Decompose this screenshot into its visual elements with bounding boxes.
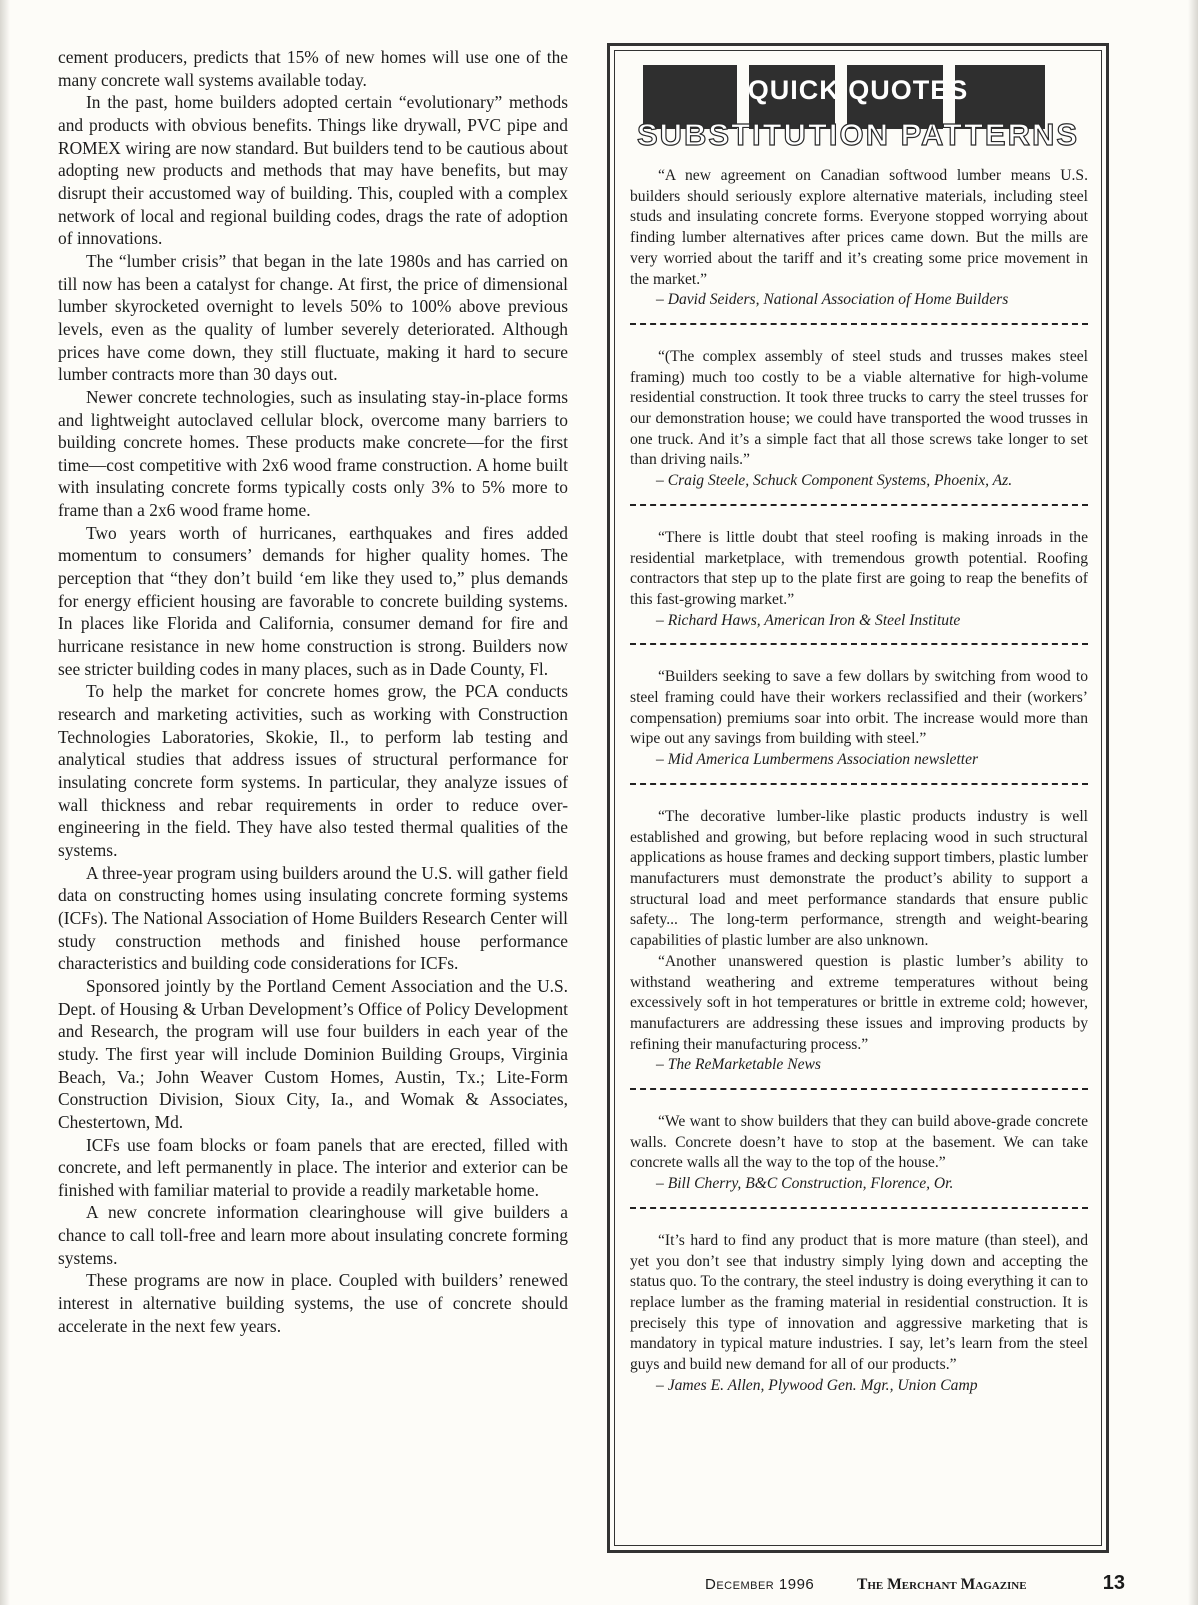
quote-text: “Another unanswered question is plastic lumber’s ability to withstand weathering and extreme temperatures without being excessively soft in hot temperatures or brittle in extreme cold; however, manufacturers are addressing these issues and improving products by refining their manufacturing process.” bbox=[630, 952, 1088, 1053]
quote-attribution: – David Seiders, National Association of Home Builders bbox=[656, 291, 1009, 309]
quote-attribution: – The ReMarketable News bbox=[656, 1056, 821, 1074]
quote-block bbox=[630, 807, 1088, 1076]
quote-block bbox=[630, 528, 1088, 632]
article-paragraph: A new concrete information clearinghouse will give builders a chance to call toll-free and learn more about insulating concrete forming systems. bbox=[58, 1202, 568, 1268]
quote-attribution: – James E. Allen, Plywood Gen. Mgr., Union Camp bbox=[656, 1376, 978, 1394]
dash-dot-divider bbox=[630, 323, 1088, 325]
issue-date: December 1996 bbox=[705, 1576, 815, 1593]
article-paragraph: To help the market for concrete homes grow, the PCA conducts research and marketing activities, such as working with Construction Technologies Laboratories, Skokie, Il., to perform lab testing and analytical studies that address issues of structural performance for insulating concrete form systems. In particular, they analyze issues of wall thickness and rebar requirements in order to reduce over-engineering in the field. They have also tested thermal qualities of the systems. bbox=[58, 681, 568, 860]
page-number: 13 bbox=[1102, 1572, 1125, 1594]
sidebar-title-substitution-patterns: SUBSTITUTION PATTERNS bbox=[636, 117, 1080, 152]
article-paragraph: Sponsored jointly by the Portland Cement Association and the U.S. Dept. of Housing & Urban Development’s Office of Policy Development and Research, the program will use four builders in each year of the study. The first year will include Dominion Building Groups, Virginia Beach, Va.; John Weaver Custom Homes, Austin, Tx.; Lite-Form Construction Division, Sioux City, Ia., and Womak & Associates, Chestertown, Md. bbox=[58, 975, 568, 1132]
quote-text: “It’s hard to find any product that is more mature (than steel), and yet you don’t see that industry simply lying down and accepting the status quo. To the contrary, the steel industry is doing everything it can to replace lumber as the framing material in residential construction. It is precisely this type of innovation and aggressive marketing that is mandatory in typical mature industries. I say, let’s learn from the steel guys and build new demand for all of our products.” bbox=[630, 1231, 1088, 1374]
article-paragraph: Newer concrete technologies, such as insulating stay-in-place forms and lightweight autoclaved cellular block, overcome many barriers to building concrete homes. These products make concrete—for the first time—cost competitive with 2x6 wood frame construction. A home built with insulating concrete forms typically costs only 3% to 5% more to frame than a 2x6 wood frame home. bbox=[58, 386, 568, 521]
quote-text: “There is little doubt that steel roofing is making inroads in the residential marketplace, with tremendous growth potential. Roofing contractors that step up to the plate first are going to reap the benefits of this fast-growing market.” bbox=[630, 528, 1088, 608]
sidebar-inner-frame bbox=[614, 50, 1102, 1546]
article-paragraph: A three-year program using builders around the U.S. will gather field data on constructing homes using insulating concrete forming systems (ICFs). The National Association of Home Builders Research Center will study construction methods and finished house performance characteristics and building code considerations for ICFs. bbox=[58, 862, 568, 974]
quote-block bbox=[630, 1231, 1088, 1397]
quote-block bbox=[630, 667, 1088, 771]
quote-text: “A new agreement on Canadian softwood lumber means U.S. builders should seriously explore alternative materials, including steel studs and insulating concrete forms. Everyone stopped worrying about finding lumber alternatives after prices came down. But the mills are very worried about the tariff and it’s creating some price movement in the market.” bbox=[630, 167, 1088, 288]
dash-dot-divider bbox=[630, 1088, 1088, 1090]
article-paragraph: In the past, home builders adopted certain “evolutionary” methods and products with obvious benefits. Things like drywall, PVC pipe and ROMEX wiring are now standard. But builders tend to be cautious about adopting new products and methods that may have benefits, but may disrupt their accustomed way of building. This, coupled with a complex network of local and regional building codes, drags the rate of adoption of innovations. bbox=[58, 92, 568, 249]
quote-block bbox=[630, 347, 1088, 492]
dash-dot-divider bbox=[630, 783, 1088, 785]
magazine-name: The Merchant Magazine bbox=[857, 1576, 1027, 1593]
quote-block bbox=[630, 166, 1088, 311]
quotes-list bbox=[630, 166, 1088, 1396]
quote-text: “(The complex assembly of steel studs and trusses makes steel framing) much too costly to be a viable alternative for high-volume residential construction. It took three trucks to carry the steel trusses for our demonstration house; we could have transported the wood trusses in one truck. And it’s a simple fact that all those screws take longer to set than driving nails.” bbox=[630, 347, 1088, 469]
sidebar-title-quick-quotes: QUICK QUOTES bbox=[747, 75, 969, 105]
quote-attribution: – Craig Steele, Schuck Component Systems, Phoenix, Az. bbox=[656, 472, 1013, 490]
quick-quotes-sidebar bbox=[607, 43, 1109, 1553]
article-paragraph: Two years worth of hurricanes, earthquakes and fires added momentum to consumers’ demands for higher quality homes. The perception that “they don’t build ‘em like they used to,” plus demands for energy efficient housing are favorable to concrete building systems. In places like Florida and California, consumer demand for fire and hurricane resistance in new home construction is strong. Builders now see stricter building codes in many places, such as in Dade County, Fl. bbox=[58, 522, 568, 679]
sidebar-header bbox=[615, 65, 1101, 161]
article-paragraph: ICFs use foam blocks or foam panels that are erected, filled with concrete, and left permanently in place. The interior and exterior can be finished with familiar material to provide a readily marketable home. bbox=[58, 1134, 568, 1200]
dash-dot-divider bbox=[630, 643, 1088, 645]
article-paragraph: cement producers, predicts that 15% of new homes will use one of the many concrete wall systems available today. bbox=[58, 47, 568, 90]
quote-block bbox=[630, 1112, 1088, 1195]
quote-attribution: – Richard Haws, American Iron & Steel Institute bbox=[656, 611, 961, 629]
quote-attribution: – Mid America Lumbermens Association newsletter bbox=[656, 751, 979, 769]
article-paragraph: These programs are now in place. Coupled with builders’ renewed interest in alternative building systems, the use of concrete should accelerate in the next few years. bbox=[58, 1270, 568, 1336]
quote-text: “We want to show builders that they can build above-grade concrete walls. Concrete doesn’t have to stop at the basement. We can take concrete walls all the way to the top of the house.” bbox=[630, 1113, 1088, 1172]
page-edge-right bbox=[1188, 0, 1198, 1605]
dash-dot-divider bbox=[630, 1207, 1088, 1209]
page-edge-left bbox=[0, 0, 10, 1605]
page-footer bbox=[705, 1572, 1125, 1600]
quote-text: “Builders seeking to save a few dollars by switching from wood to steel framing could have their workers reclassified and their (workers’ compensation) premiums soar into orbit. The increase would more than wipe out any savings from building with steel.” bbox=[630, 668, 1088, 748]
quote-text: “The decorative lumber-like plastic products industry is well established and growing, but before replacing wood in such structural applications as house frames and decking support timbers, plastic lumber manufacturers must demonstrate the product’s ability to support a structural load and meet performance standards that ensure public safety... The long-term performance, strength and weight-bearing capabilities of plastic lumber are also unknown. bbox=[630, 807, 1088, 950]
quote-attribution: – Bill Cherry, B&C Construction, Florence, Or. bbox=[656, 1175, 954, 1193]
dash-dot-divider bbox=[630, 504, 1088, 506]
article-paragraph: The “lumber crisis” that began in the late 1980s and has carried on till now has been a catalyst for change. At first, the price of dimensional lumber skyrocketed overnight to levels 50% to 100% above previous levels, even as the quality of lumber severely deteriorated. Although prices have come down, they still fluctuate, making it hard to secure lumber contracts more than 30 days out. bbox=[58, 250, 568, 385]
article-body bbox=[58, 46, 568, 1337]
